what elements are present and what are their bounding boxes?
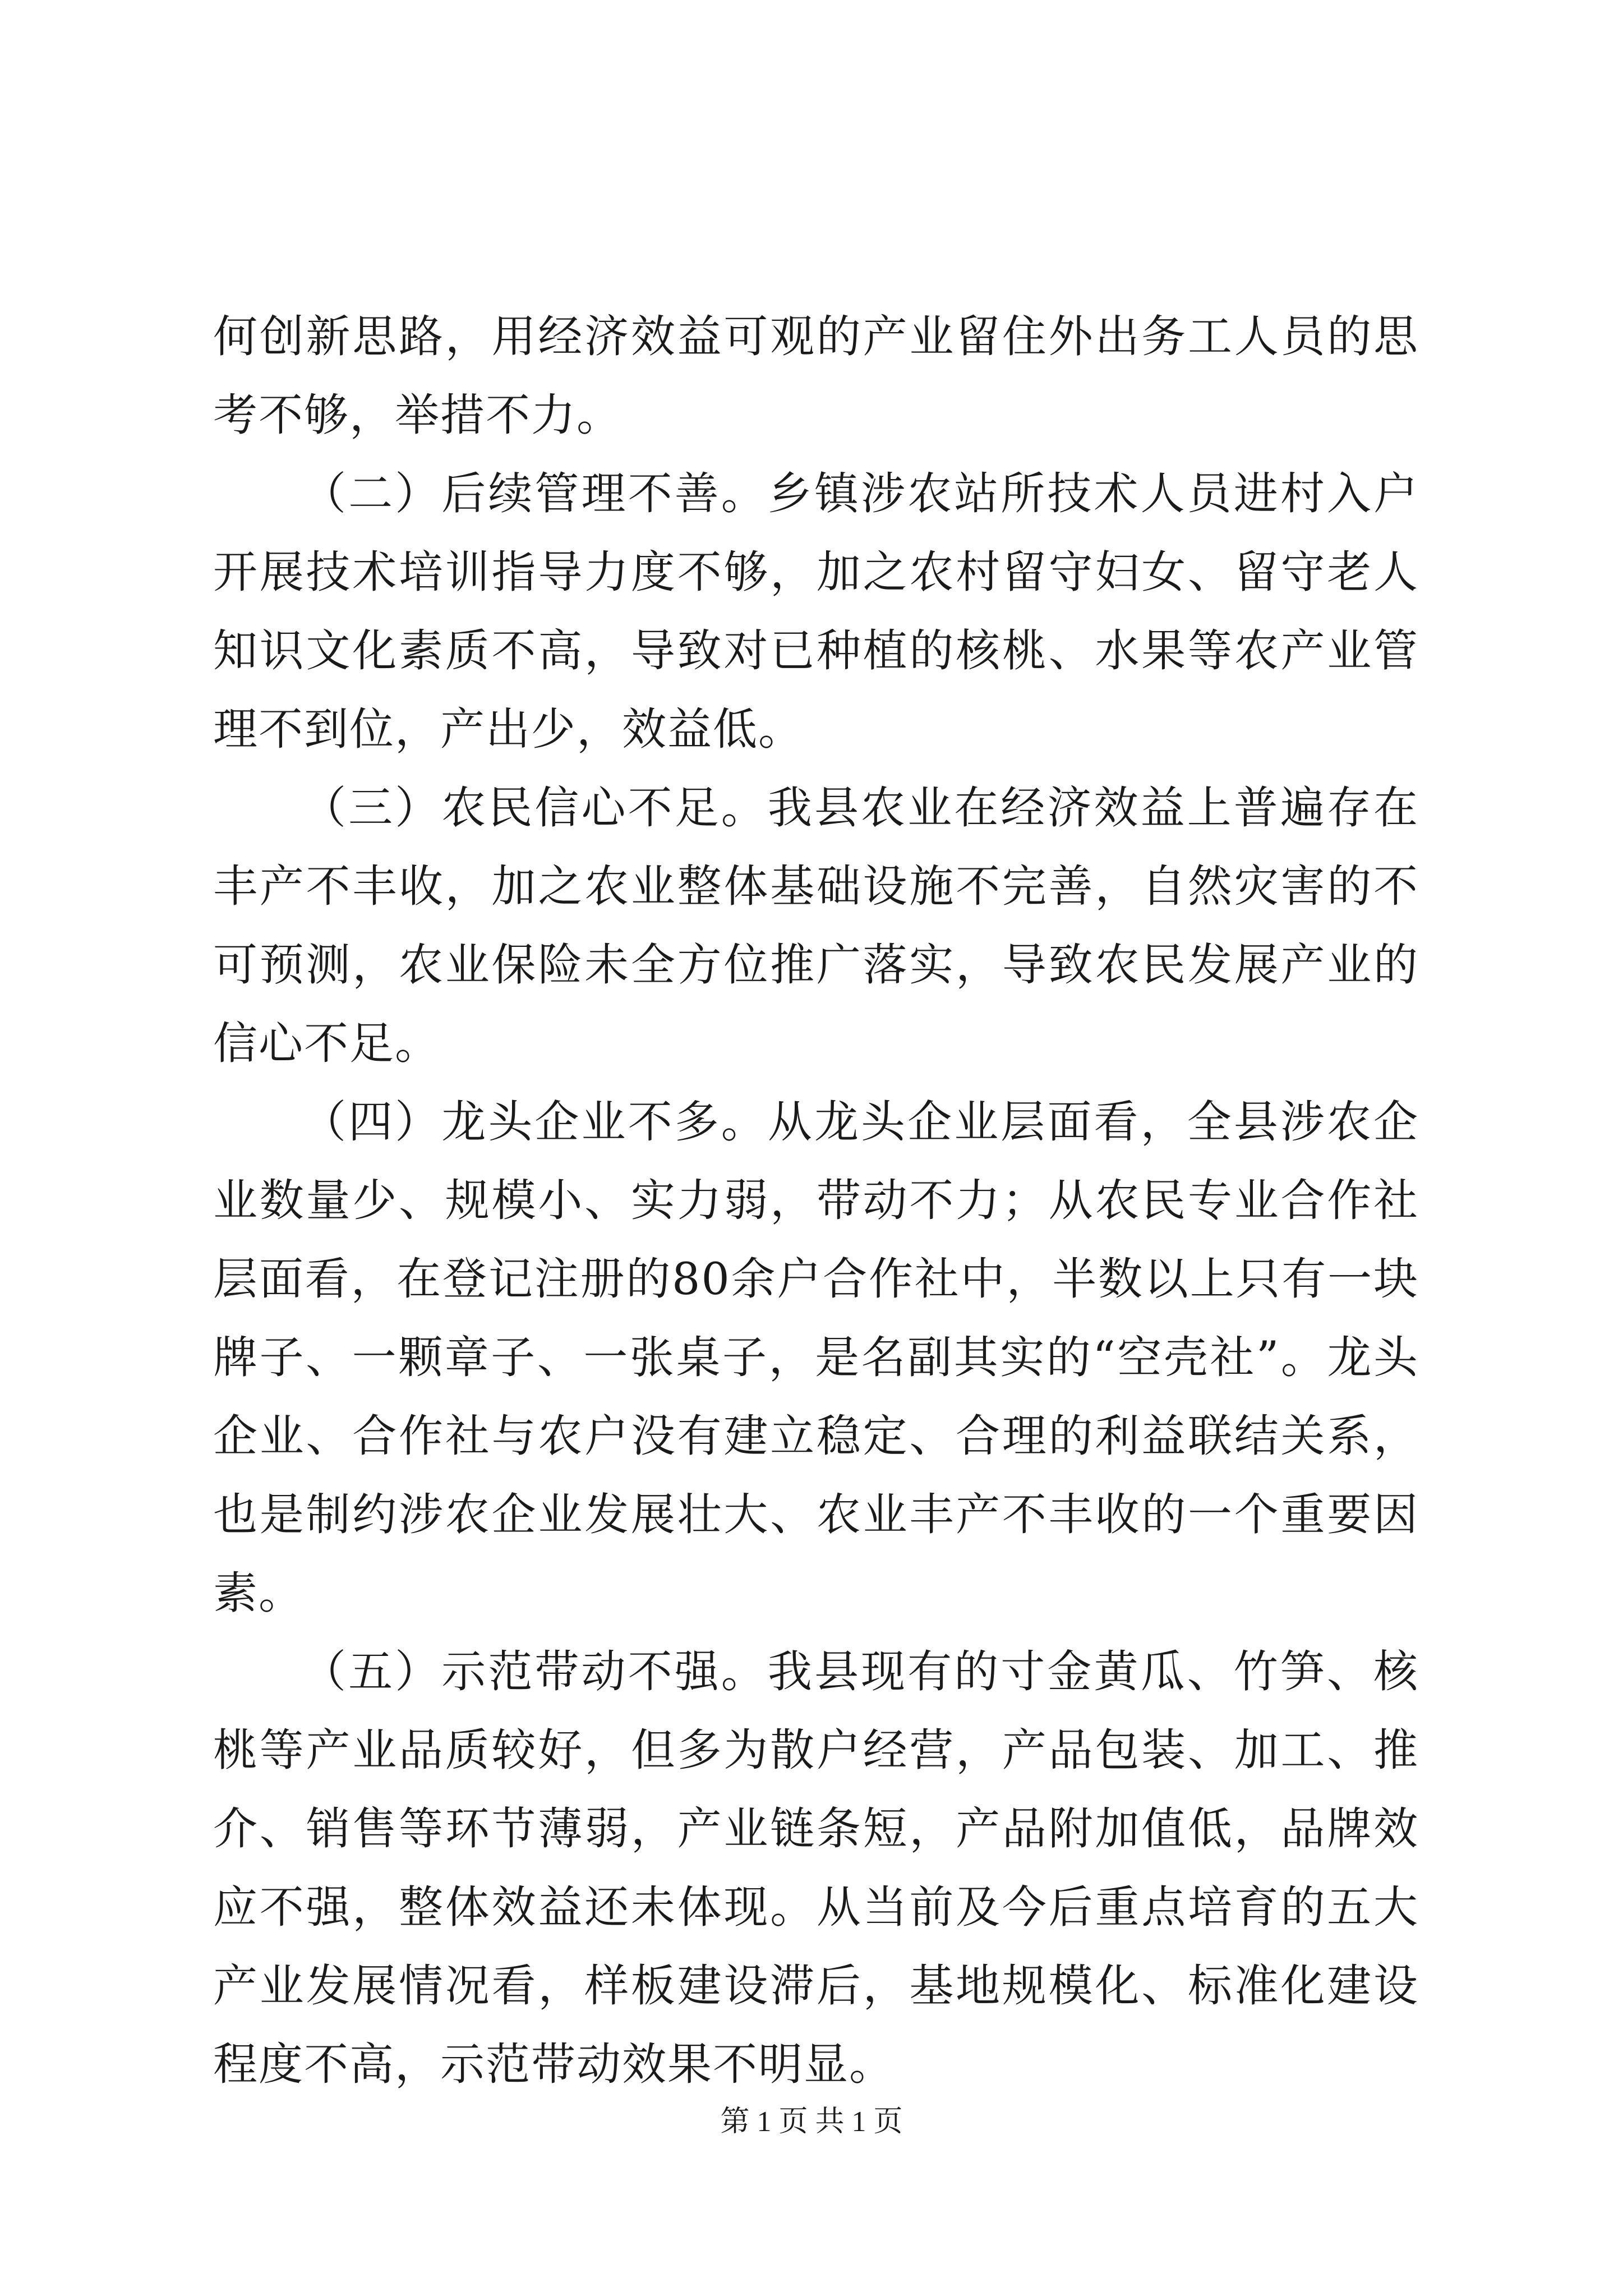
paragraph-section-2: （二）后续管理不善。乡镇涉农站所技术人员进村入户开展技术培训指导力度不够，加之农村留守妇女、留守老人知识文化素质不高，导致对已种植的核桃、水果等农产业管理不到位，产出少，效益低。 [213,468,1419,755]
page-number-label: 第 1 页 共 1 页 [720,2106,903,2138]
paragraph-section-3: （三）农民信心不足。我县农业在经济效益上普遍存在丰产不丰收，加之农业整体基础设施不完善，自然灾害的不可预测，农业保险未全方位推广落实，导致农民发展产业的信心不足。 [213,782,1419,1069]
paragraph-section-4: （四）龙头企业不多。从龙头企业层面看，全县涉农企业数量少、规模小、实力弱，带动不力；从农民专业合作社层面看，在登记注册的80余户合作社中，半数以上只有一块牌子、一颗章子、一张桌子，是名副其实的“空壳社”。龙头企业、合作社与农户没有建立稳定、合理的利益联结关系，也是制约涉农企业发展壮大、农业丰产不丰收的一个重要因素。 [213,1096,1419,1619]
paragraph-continuation: 何创新思路，用经济效益可观的产业留住外出务工人员的思考不够，举措不力。 [213,311,1419,441]
paragraph-section-5: （五）示范带动不强。我县现有的寸金黄瓜、竹笋、核桃等产业品质较好，但多为散户经营，产品包装、加工、推介、销售等环节薄弱，产业链条短，产品附加值低，品牌效应不强，整体效益还未体现。从当前及今后重点培育的五大产业发展情况看，样板建设滞后，基地规模化、标准化建设程度不高，示范带动效果不明显。 [213,1646,1419,2090]
document-body [213,297,1419,2104]
page-footer [0,2102,1623,2142]
